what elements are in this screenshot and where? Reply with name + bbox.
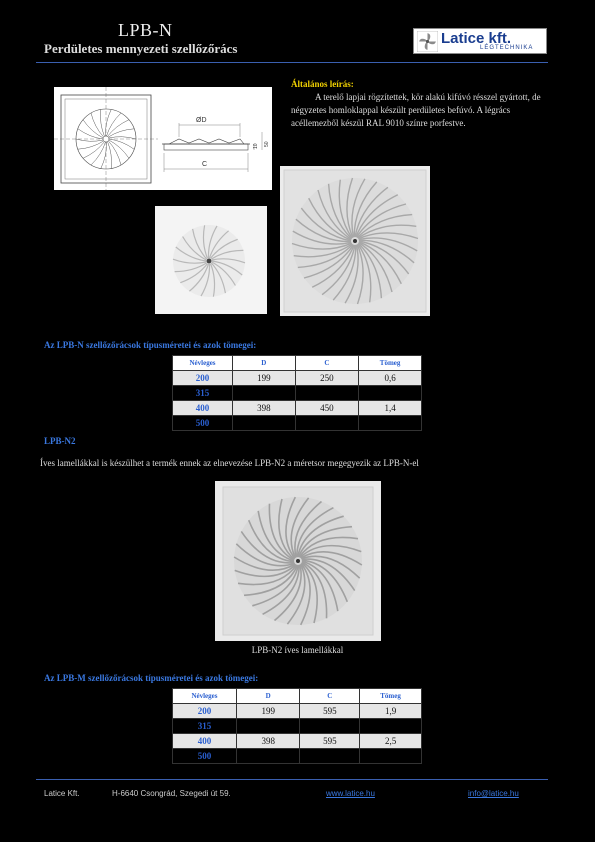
product-photo-small xyxy=(155,206,267,314)
cell-mass: 1,9 xyxy=(360,704,422,719)
cell-d xyxy=(236,749,300,764)
table-row xyxy=(173,371,422,386)
cell-size: 400 xyxy=(173,734,237,749)
header-divider xyxy=(36,62,548,63)
dim-50-label: 50 xyxy=(264,141,270,147)
cell-size: 400 xyxy=(173,401,233,416)
cell-size: 500 xyxy=(173,749,237,764)
cell-d: 199 xyxy=(236,704,300,719)
cell-c xyxy=(295,386,359,401)
table1-heading: Az LPB-N szellőzőrácsok típusméretei és azok tömegei: xyxy=(44,340,257,350)
cell-c: 250 xyxy=(295,371,359,386)
cell-size: 200 xyxy=(173,371,233,386)
n2-caption: LPB-N2 íves lamellákkal xyxy=(251,645,344,655)
cell-c xyxy=(300,719,360,734)
col-header: D xyxy=(233,356,296,371)
cell-mass: 2,5 xyxy=(360,734,422,749)
cell-mass: 1,4 xyxy=(359,401,422,416)
table1 xyxy=(172,355,422,431)
dim-10-label: 10 xyxy=(253,143,259,149)
footer-company: Latice Kft. xyxy=(44,789,80,798)
cell-c: 595 xyxy=(300,704,360,719)
cell-c: 595 xyxy=(300,734,360,749)
product-photo-n2 xyxy=(215,481,381,641)
cell-mass xyxy=(360,719,422,734)
col-header: Tömeg xyxy=(359,356,422,371)
general-description xyxy=(291,91,551,130)
fan-logo-icon xyxy=(417,31,438,52)
table-row xyxy=(173,719,422,734)
cell-d: 398 xyxy=(233,401,296,416)
table2 xyxy=(172,688,422,764)
general-text: A terelő lapjai rögzítettek, kör alakú kifúvó résszel gyártott, de négyzetes homloklappal készült perdületes befúvó. A légrács acéllemezből készül RAL 9010 színre porfestve. xyxy=(291,92,541,128)
table-row xyxy=(173,401,422,416)
cell-d xyxy=(233,386,296,401)
drawing-svg xyxy=(54,87,272,190)
technical-drawing xyxy=(54,87,272,190)
footer-email-link[interactable]: info@latice.hu xyxy=(468,789,519,798)
table-row xyxy=(173,704,422,719)
col-header: Névleges xyxy=(173,689,237,704)
cell-d xyxy=(233,416,296,431)
footer-website-link[interactable]: www.latice.hu xyxy=(326,789,375,798)
cell-mass: 0,6 xyxy=(359,371,422,386)
cell-size: 315 xyxy=(173,719,237,734)
cell-mass xyxy=(360,749,422,764)
cell-c: 450 xyxy=(295,401,359,416)
table-row xyxy=(173,386,422,401)
n2-heading: LPB-N2 xyxy=(44,436,76,446)
table2-heading: Az LPB-M szellőzőrácsok típusméretei és azok tömegei: xyxy=(44,673,259,683)
table-row xyxy=(173,734,422,749)
table-row xyxy=(173,416,422,431)
cell-d: 398 xyxy=(236,734,300,749)
col-header: D xyxy=(236,689,300,704)
table-row xyxy=(173,749,422,764)
col-header: Tömeg xyxy=(360,689,422,704)
n2-description: Íves lamellákkal is készülhet a termék ennek az elnevezése LPB-N2 a méretsor megegyezik az LPB-N-el xyxy=(40,458,419,468)
col-header: C xyxy=(295,356,359,371)
page-subtitle: Perdületes mennyezeti szellőzőrács xyxy=(44,41,238,56)
cell-d: 199 xyxy=(233,371,296,386)
dim-c-label: C xyxy=(202,161,208,168)
cell-size: 200 xyxy=(173,704,237,719)
col-header: C xyxy=(300,689,360,704)
cell-mass xyxy=(359,416,422,431)
company-logo xyxy=(413,28,547,54)
general-heading: Általános leírás: xyxy=(291,79,354,89)
cell-d xyxy=(236,719,300,734)
cell-mass xyxy=(359,386,422,401)
logo-name: Latice kft. xyxy=(441,30,512,47)
cell-size: 500 xyxy=(173,416,233,431)
cell-c xyxy=(295,416,359,431)
product-photo-large xyxy=(280,166,430,316)
dim-d-label: ØD xyxy=(196,117,207,124)
cell-size: 315 xyxy=(173,386,233,401)
page-title: LPB-N xyxy=(118,20,173,40)
logo-tagline: LÉGTECHNIKA xyxy=(480,45,534,51)
col-header: Névleges xyxy=(173,356,233,371)
footer-divider xyxy=(36,779,548,780)
footer-address: H-6640 Csongrád, Szegedi út 59. xyxy=(112,789,231,798)
cell-c xyxy=(300,749,360,764)
